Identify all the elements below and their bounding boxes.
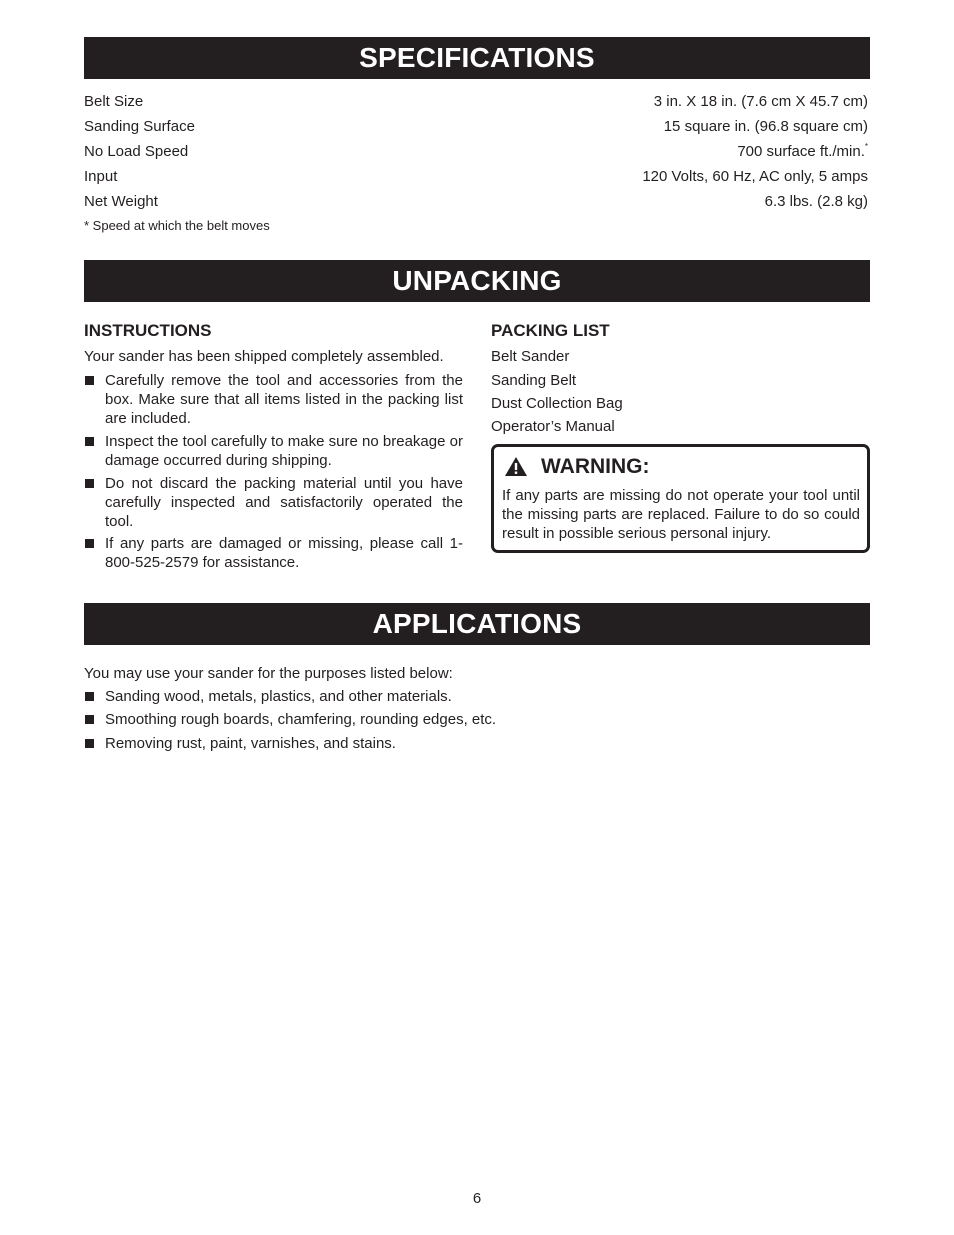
spec-footnote: * Speed at which the belt moves: [84, 218, 270, 233]
spec-value: 6.3 lbs. (2.8 kg): [764, 193, 868, 210]
applications-intro: You may use your sander for the purposes listed below:: [84, 665, 453, 682]
packing-list-item: Operator’s Manual: [491, 418, 615, 435]
spec-value: 700 surface ft./min.: [737, 143, 865, 160]
spec-row-input: [84, 167, 868, 187]
instruction-item: [84, 534, 463, 572]
instruction-item: [84, 432, 463, 470]
instruction-text: If any parts are damaged or missing, please call 1-800-525-2579 for assistance.: [105, 535, 463, 571]
packing-list-item: Dust Collection Bag: [491, 395, 623, 412]
warning-box: [491, 444, 870, 553]
spec-row-belt-size: [84, 92, 868, 112]
instruction-item: [84, 371, 463, 428]
application-item: [84, 687, 784, 706]
spec-row-sanding-surface: [84, 117, 868, 137]
application-text: Sanding wood, metals, plastics, and other materials.: [105, 688, 452, 705]
spec-value: 3 in. X 18 in. (7.6 cm X 45.7 cm): [653, 93, 868, 110]
bullet-square-icon: [85, 479, 94, 488]
specifications-banner: SPECIFICATIONS: [84, 37, 870, 79]
bullet-square-icon: [85, 376, 94, 385]
application-item: [84, 710, 784, 729]
instruction-text: Do not discard the packing material until you have carefully inspected and satisfactorily operated the tool.: [105, 475, 463, 530]
spec-label: No Load Speed: [84, 143, 189, 160]
spec-label: Belt Size: [84, 93, 144, 110]
unpacking-banner: UNPACKING: [84, 260, 870, 302]
spec-label: Net Weight: [84, 193, 158, 210]
instruction-item: [84, 474, 463, 531]
spec-value: 120 Volts, 60 Hz, AC only, 5 amps: [642, 168, 868, 185]
instruction-text: Carefully remove the tool and accessories from the box. Make sure that all items listed in the packing list are included.: [105, 372, 463, 427]
bullet-square-icon: [85, 437, 94, 446]
packing-list-item: Sanding Belt: [491, 372, 577, 389]
bullet-square-icon: [85, 539, 94, 548]
warning-title: WARNING:: [541, 455, 650, 478]
packing-list-item: Belt Sander: [491, 348, 570, 365]
spec-value: 15 square in. (96.8 square cm): [663, 118, 868, 135]
packing-list-heading: PACKING LIST: [491, 321, 610, 340]
instructions-heading: INSTRUCTIONS: [84, 321, 212, 340]
spec-value-wrapper: [737, 142, 868, 162]
application-item: [84, 734, 784, 753]
bullet-square-icon: [85, 739, 94, 748]
application-text: Removing rust, paint, varnishes, and stains.: [105, 735, 396, 752]
application-text: Smoothing rough boards, chamfering, rounding edges, etc.: [105, 711, 497, 728]
instruction-text: Inspect the tool carefully to make sure no breakage or damage occurred during shipping.: [105, 433, 463, 469]
page-number: 6: [472, 1190, 482, 1207]
spec-label: Sanding Surface: [84, 118, 195, 135]
spec-label: Input: [84, 168, 118, 185]
warning-text: If any parts are missing do not operate your tool until the missing parts are replaced. Failure to do so could result in possible serious personal injury.: [502, 487, 860, 542]
warning-triangle-icon: [504, 456, 528, 477]
instructions-intro: Your sander has been shipped completely assembled.: [84, 348, 444, 365]
footnote-mark: *: [864, 142, 868, 151]
spec-row-no-load-speed: [84, 142, 868, 162]
applications-banner: APPLICATIONS: [84, 603, 870, 645]
bullet-square-icon: [85, 715, 94, 724]
spec-row-net-weight: [84, 192, 868, 212]
bullet-square-icon: [85, 692, 94, 701]
